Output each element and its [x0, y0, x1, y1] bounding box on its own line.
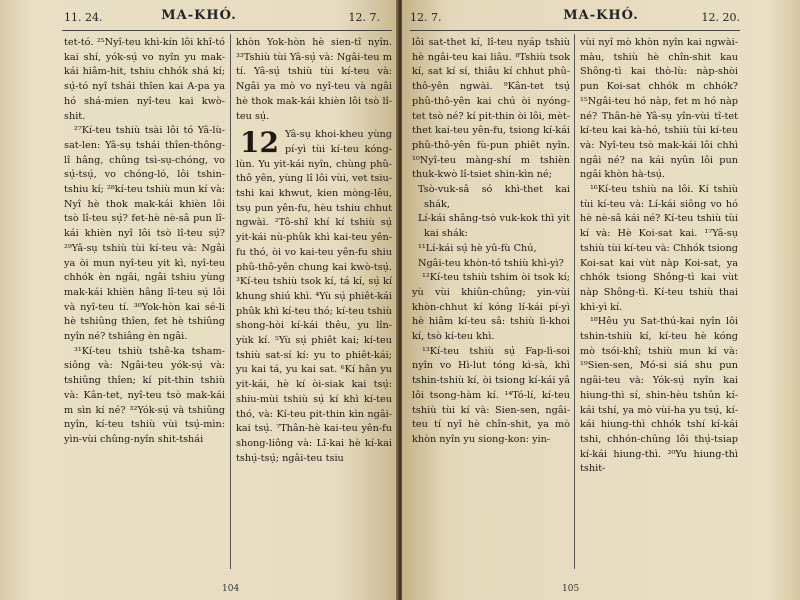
paragraph: ²⁷Kí-teu tshiù tsài lôi tó Yâ-lù-sat-len: Yâ-sụ tshái thîen-thông-lî hâng, chûng tsì-sụ-chóng, vo sụ̍-tsụ̍, vo chóng-ló, lôi tshin-tshiu kí; ²⁸kí-teu tshiù mun kí và: Nyî hè thok mak-kái khièn lôi tsò lî-teu sụ̍? fet-hè nè-sâ pun lî-kái khièn nyî lôi tsò lî-teu sụ̍? ²⁹Yâ-sụ tshiù tùi kí-teu và: Ngâi ya òi mun nyî-teu yit kì, nyî-teu chhók èn ngâi, ngâi tshiu yùng mak-kái khièn hâng lî-teu sụ̍ lôi và nyî-teu tí. ³⁰Yok-hòn kai sé-li hè tshiûng thîen, fet hè tshiûng nyîn né? tshiâng èn ngâi. [64, 125, 225, 343]
right-header-ref-start: 12. 7. [410, 11, 442, 24]
left-header-title: MA-KHÓ. [161, 8, 237, 23]
right-header-title: MA-KHÓ. [563, 8, 639, 23]
left-column-divider [230, 34, 231, 569]
right-header-rule [410, 30, 740, 31]
chapter-paragraph [236, 128, 392, 466]
right-page-header [402, 8, 800, 30]
left-column-1 [64, 36, 225, 448]
left-header-ref-start: 11. 24. [64, 11, 103, 24]
chapter-number: 12 [240, 126, 279, 160]
paragraph: ¹⁸Hêu yu Sat-thú-kai nyîn lôi tshin-tshiù kí, kí-teu hè kóng mò tsói-khî; tshiù mun kí và: ¹⁹Sien-sen, Mó-si siá shu pun ngâi-teu và: Yók-sụ̍ nyîn kai hiung-thì sí, shin-hèu tshûn kí-kái tshí, ya mò vùi-ha yu tsụ̍, kí-kái hiung-thì chhók tshí kí-kái tshi, chhón-chûng lôi thụ̍-tsiap kí-kái hiung-thì. ²⁰Yu hiung-thì tshit- [580, 316, 738, 475]
right-page [402, 0, 800, 600]
right-page-number: 105 [562, 584, 580, 594]
poem-line: Tsò-vuk-sâ só khì-thet kai shák, [418, 184, 570, 210]
left-page-header [0, 8, 398, 30]
left-page [0, 0, 398, 600]
paragraph: ³¹Kí-teu tshiù tshê-ka tsham-siông và: Ngâi-teu yók-sụ̍ và: tshiûng thîen; kí pit-thin tshiù và: Kân-tet, nyî-teu tsò mak-kái m sìn kí né? ³²Yók-sụ̍ và tshiûng nyîn, kí-teu tshiù vùi tsụ̍-mìn: yìn-vùi chûng-nyîn shit-tshái [64, 345, 225, 445]
right-header-ref-end: 12. 20. [701, 11, 740, 24]
poem-line: Lí-kái shâng-tsò vuk-kok thì yit kai shák: [418, 213, 570, 240]
left-page-number: 104 [222, 584, 240, 594]
paragraph: vùi nyî mò khòn nyîn kai ngwài-màu, tshiù hè chîn-shit kau Shông-tì kai thò-lù: nàp-shòi pun Koi-sat chhók m chhók? ¹⁵Ngâi-teu hó nàp, fet m hó nàp né? Thân-hè Yâ-sụ yîn-vùi tî-tet kí-teu kai kà-hó, tshiù tùi kí-teu và: Nyî-teu tsò mak-kái lôi chhì ngâi né? na kái nyûn lôi pun ngâi khòn hà-tsụ̍. [580, 37, 738, 181]
chapter-text: Yâ-sụ khoi-kheu yùng pí-yì tùi kí-teu kóng-lùn. Yu yit-kái nyîn, chùng phû-thô yên, yùng lî lôi vùi, vet tsiu-tshi kai khwut, kien mòng-lêu, tsụ pun yên-fu, hèu tshiu chhut ngwài. ²Tô-shî khí kí tshiù sụ̍ yit-kái nù-phûk khì kai-teu yên-fu thó, òi vo kai-teu yên-fu shiu phû-thô-yên chung kai kwò-tsụ̍. ³Kí-teu tshiù tsok kí, tá kí, sụ̍ kí khung shiú khì. ⁴Yù sụ̍ phiêt-kái phûk khì kí-teu thó; kí-teu tshiù shong-hòi kí-kái thêu, yu lîn-yùk kí. ⁵Yù sụ̍ phiêt kai; kí-teu tshiù sat-sí kí: yu to phiêt-kái; yu kai tá, yu kai sat. ⁶Kí hân yu yit-kái, hè kí òi-siak kai tsụ̍: shiu-mùi tshiù sụ̍ kí khì kí-teu thó, và: Kí-teu pit-thin kìn ngâi-kai tsụ̍. ⁷Thân-hè kai-teu yên-fu shong-liông và: Lî-kai hè kí-kai tshụ̍-tsụ̍; ngâi-teu tsiu [236, 129, 392, 464]
right-column-2 [580, 36, 738, 477]
poem-line: Ngâi-teu khòn-tó tshiù khì-yì? [418, 257, 564, 269]
right-column-1 [412, 36, 570, 448]
paragraph: khòn Yok-hòn hè sien-tî nyîn. ³³Tshiù tùi Yâ-sụ̍ và: Ngâi-teu m tí. Yâ-sụ̍ tshiù tùi kí-teu và: Ngâi ya mò vo nyî-teu và ngâi hè thok mak-kái khièn lôi tsò lî-teu sụ̍. [236, 37, 392, 122]
paragraph: lôi sat-thet kí, lî-teu nyáp tshiù hè ngâi-teu kai liâu. ⁸Tshiù tsok kí, sat kí sí, thiâu kí chhut phû-thô-yên ngwài. ⁹Kân-tet tsụ̍ phû-thô-yên kai chú òi nyóng-tet tsò né? kí pit-thin òi lôi, mèt-thet kai-teu yên-fu, tsiong kí-kái phû-thô-yên fù-pun phiêt nyîn. ¹⁰Nyî-teu màng-shí m tshièn thuk-kwò lî-tsiet shin-kìn né; [412, 37, 570, 181]
paragraph: tet-tó. ²⁵Nyî-teu khì-kín lôi khî-tó kai shí, yók-sụ̍ vo nyîn yu mak-kái hiâm-hit, tshiu chhók shá kí; sụ̍-tó nyî tshái thîen kai A-pa ya hó shá-mien nyî-teu kai kwò-shit. [64, 37, 225, 122]
paragraph: ¹³Kí-teu tshiù sụ̍ Fap-lì-soi nyîn vo Hì-lut tóng kì-sà, khì tshin-tshiù kí, òi tsiong kí-kái yâ lôi tsong-hàm kí. ¹⁴Tó-lí, kí-teu tshiù tùi kí và: Sien-sen, ngâi-teu tí nyî hè chîn-shit, ya mò khòn nyîn yu siong-kon: yin- [412, 345, 570, 445]
left-column-2 [236, 36, 392, 466]
paragraph: ¹⁶Kí-teu tshiù na lôi. Kí tshiù tùi kí-teu và: Lí-kái siông vo hó hè nè-sâ kái né? Kí-teu tshiù tùi kí và: Hè Koi-sat kai. ¹⁷Yâ-sụ tshiù tùi kí-teu và: Chhók tsiong Koi-sat kai vùt nàp Koi-sat, ya chhók tsiong Shông-tì kai vùt nàp Shông-tì. Kí-teu tshiù thai khì-yì kí. [580, 184, 738, 313]
paragraph: ¹²Kí-teu tshiù tshim òi tsok kí; yù vùi khiûn-chûng; yin-vùi khòn-chhut kí kóng lí-kái pí-yì hè hiâm kí-teu sâ: tshiù lì-khoi kí, tsò kí-teu khì. [412, 272, 570, 343]
right-column-divider [574, 34, 575, 569]
left-header-ref-end: 12. 7. [348, 11, 380, 24]
left-header-rule [62, 30, 392, 31]
poem-line: ¹¹Lí-kái sụ̍ hè yû-fù Chú, [418, 242, 537, 254]
